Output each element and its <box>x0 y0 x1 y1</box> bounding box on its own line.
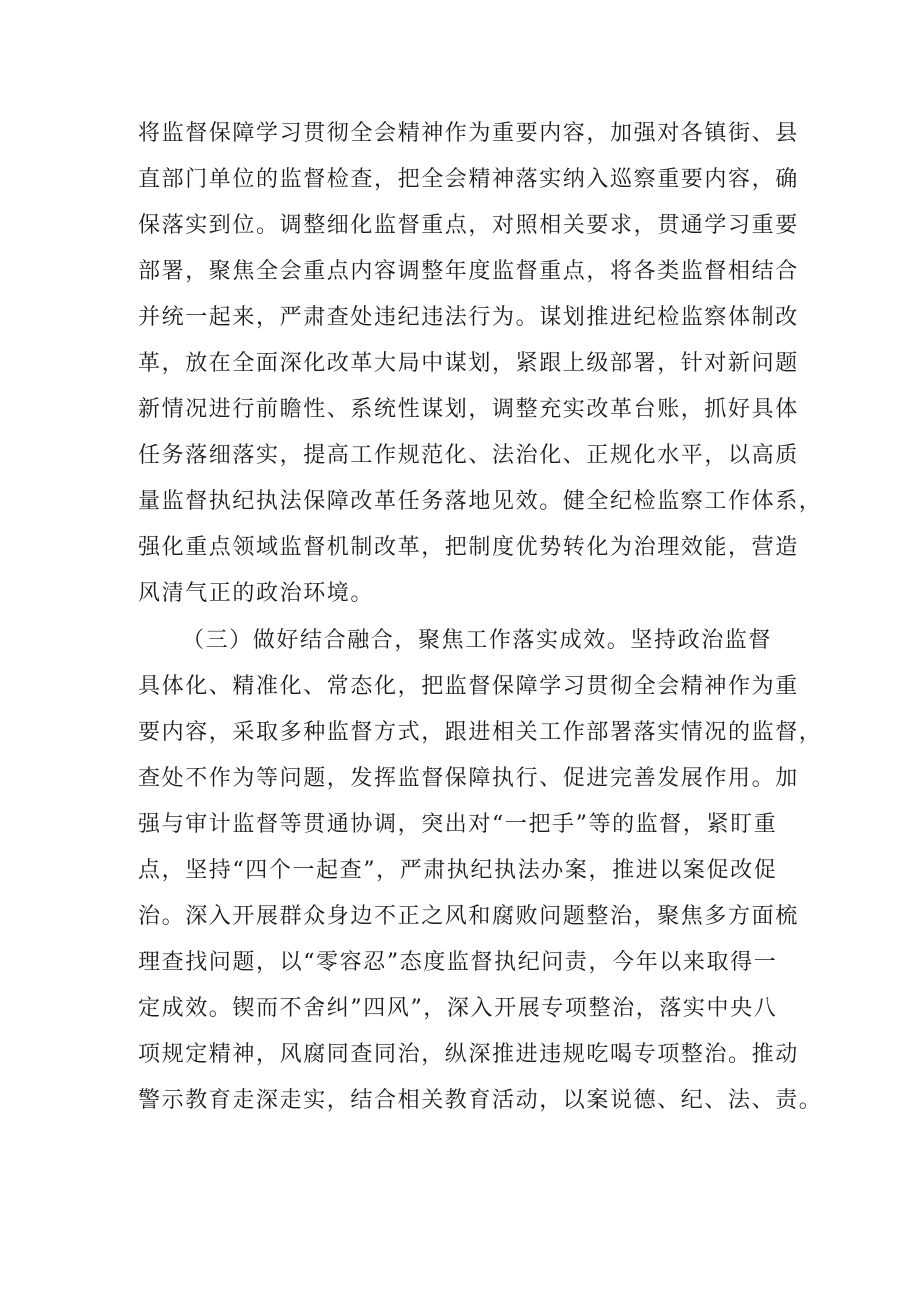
text-line: 保落实到位。调整细化监督重点，对照相关要求，贯通学习重要 <box>138 213 799 238</box>
text-line: 警示教育走深走实，结合相关教育活动，以案说德、纪、法、责。 <box>138 1088 823 1113</box>
text-line: 新情况进行前瞻性、系统性谋划，调整充实改革台账，抓好具体 <box>138 397 799 422</box>
text-line: 点，坚持“四个一起查”，严肃执纪执法办案，推进以案促改促 <box>138 858 778 883</box>
text-line: 要内容，采取多种监督方式，跟进相关工作部署落实情况的监督， <box>138 720 823 745</box>
text-line: 具体化、精准化、常态化，把监督保障学习贯彻全会精神作为重 <box>138 674 799 699</box>
text-line: 革，放在全面深化改革大局中谋划，紧跟上级部署，针对新问题 <box>138 351 799 376</box>
text-line: 定成效。锲而不舍纠”四风”，深入开展专项整治，落实中央八 <box>138 996 778 1021</box>
text-line: 强与审计监督等贯通协调，突出对“一把手”等的监督，紧盯重 <box>138 812 778 837</box>
text-line: 风清气正的政治环境。 <box>138 581 375 606</box>
text-line: 强化重点领域监督机制改革，把制度优势转化为治理效能，营造 <box>138 535 799 560</box>
text-line: 将监督保障学习贯彻全会精神作为重要内容，加强对各镇街、县 <box>138 121 799 146</box>
text-line: 治。深入开展群众身边不正之风和腐败问题整治，聚焦多方面梳 <box>138 904 799 929</box>
text-line: 查处不作为等问题，发挥监督保障执行、促进完善发展作用。加 <box>138 766 799 791</box>
text-line: 直部门单位的监督检查，把全会精神落实纳入巡察重要内容，确 <box>138 167 799 192</box>
text-line: 部署，聚焦全会重点内容调整年度监督重点，将各类监督相结合 <box>138 259 799 284</box>
text-line: 项规定精神，风腐同查同治，纵深推进违规吃喝专项整治。推动 <box>138 1042 799 1067</box>
text-line: 任务落细落实，提高工作规范化、法治化、正规化水平，以高质 <box>138 443 799 468</box>
text-line: 量监督执纪执法保障改革任务落地见效。健全纪检监察工作体系， <box>138 489 823 514</box>
section-heading: （三）做好结合融合，聚焦工作落实成效。坚持政治监督 <box>182 628 773 653</box>
text-line: 理查找问题，以“零容忍”态度监督执纪问责，今年以来取得一 <box>138 950 778 975</box>
text-line: 并统一起来，严肃查处违纪违法行为。谋划推进纪检监察体制改 <box>138 305 799 330</box>
